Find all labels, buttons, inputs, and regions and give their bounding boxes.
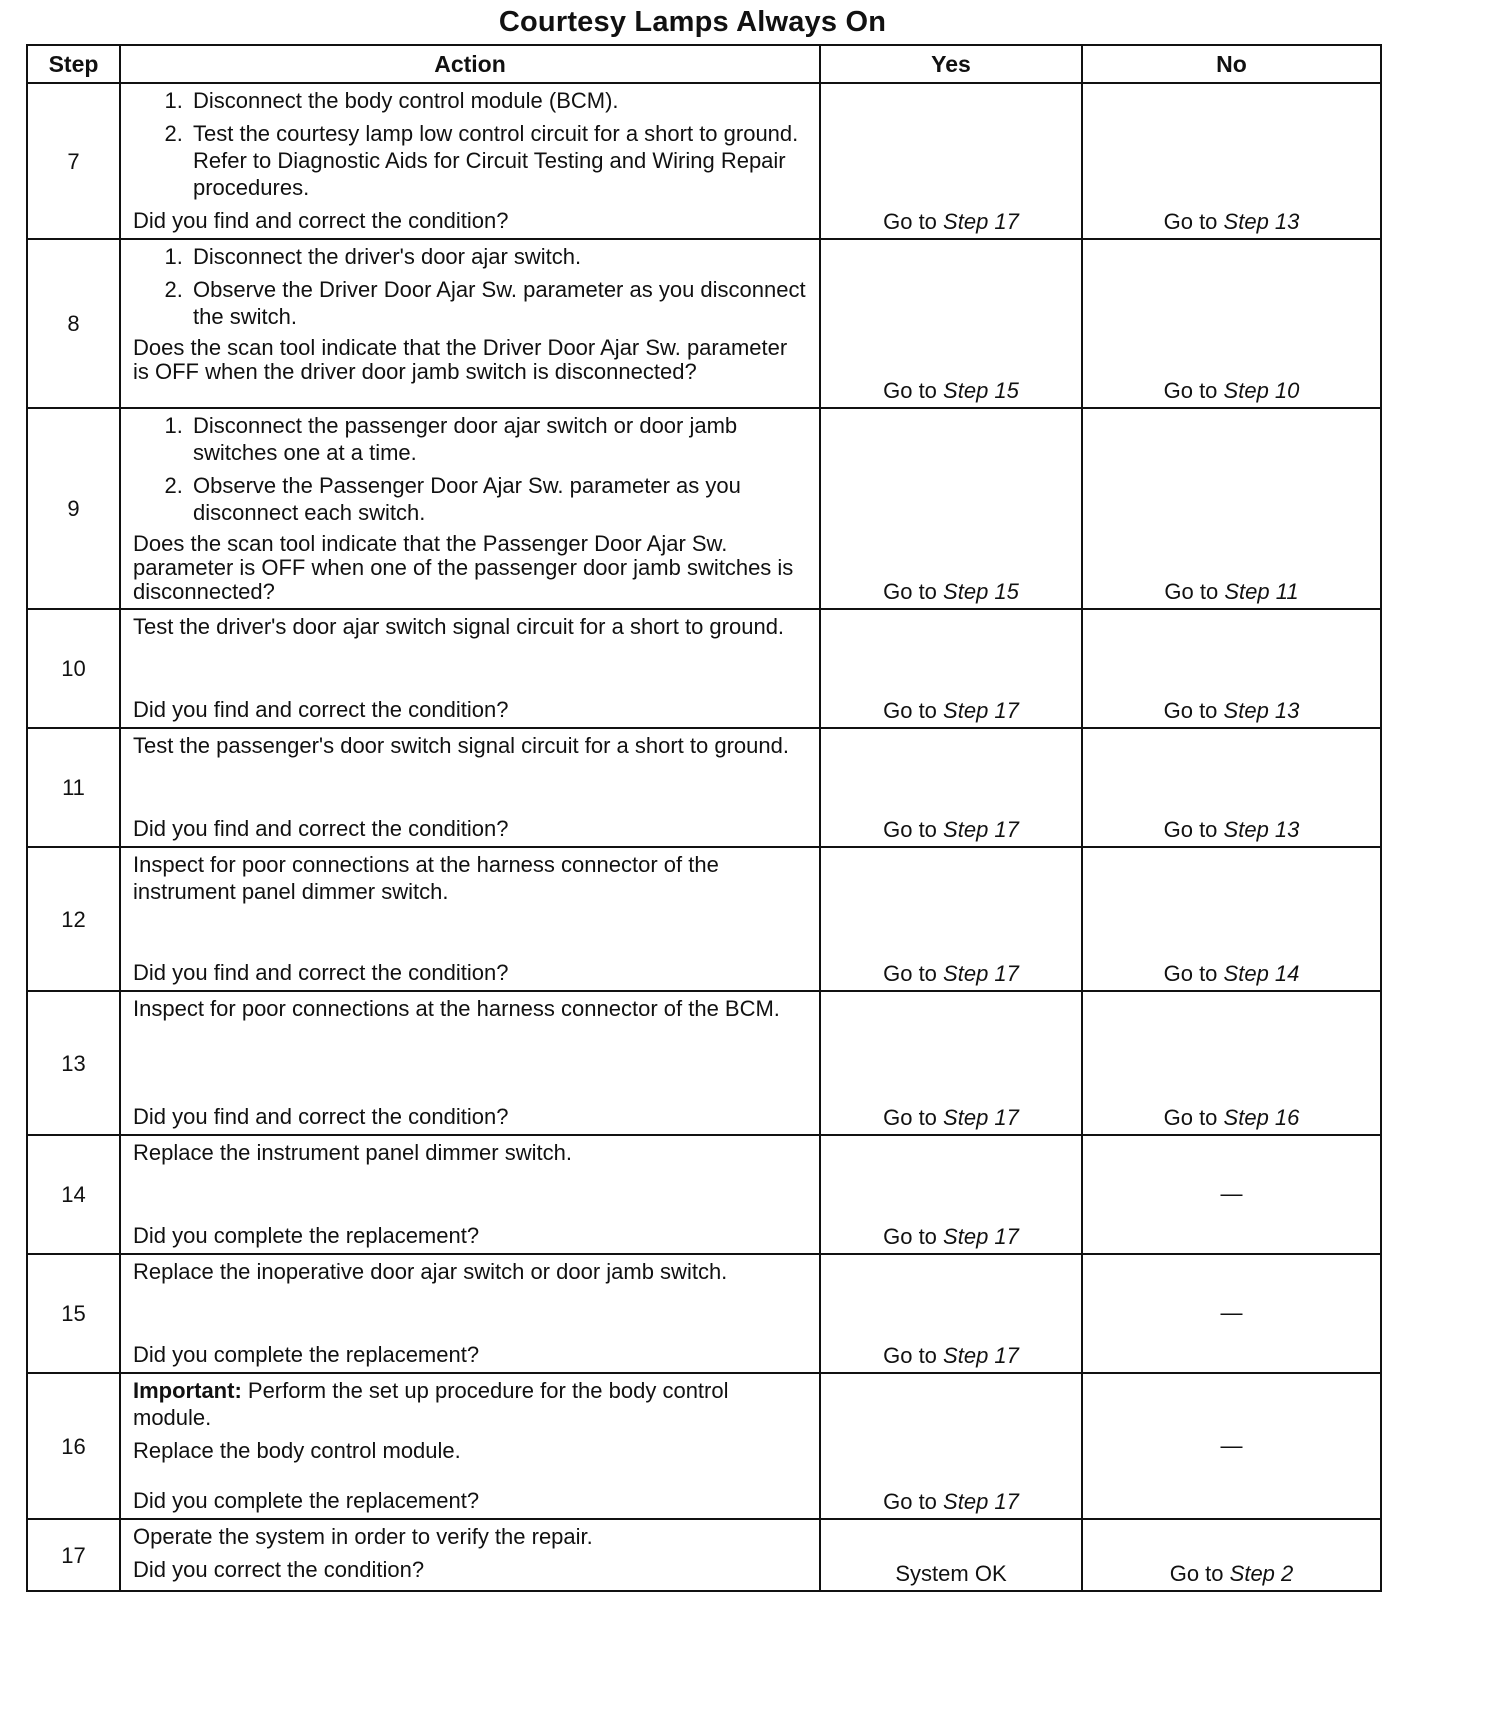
question: Did you correct the condition? <box>133 1557 425 1582</box>
yes-cell <box>820 239 1082 408</box>
action-text: Inspect for poor connections at the harness connector of the instrument panel dimmer switch. <box>133 852 719 904</box>
no-cell: — <box>1082 1373 1381 1519</box>
no-prefix: Go to <box>1169 1561 1224 1586</box>
question: Did you find and correct the condition? <box>133 697 509 722</box>
no-prefix: Go to <box>1163 209 1218 234</box>
question: Did you find and correct the condition? <box>133 960 509 985</box>
no-target: Step 16 <box>1223 1105 1300 1130</box>
yes-target: Step 17 <box>943 209 1019 234</box>
header-yes: Yes <box>820 45 1082 83</box>
action-cell <box>120 408 820 609</box>
action-cell <box>120 991 820 1135</box>
action-text: Replace the body control module. <box>133 1438 461 1463</box>
yes-cell <box>820 609 1082 728</box>
question: Did you find and correct the condition? <box>133 208 509 233</box>
yes-cell <box>820 847 1082 991</box>
table-row <box>27 1254 1381 1373</box>
yes-prefix: Go to <box>883 1489 937 1514</box>
action-cell <box>120 1135 820 1254</box>
yes-target: Step 15 <box>943 579 1019 604</box>
list-item: 2. Test the courtesy lamp low control circuit for a short to ground. Refer to Diagnostic Aids for Circuit Testing and Wiring Repair procedures. <box>189 120 809 201</box>
step-number: 15 <box>27 1254 120 1373</box>
no-cell <box>1082 1519 1381 1591</box>
action-text: Operate the system in order to verify the repair. <box>133 1524 593 1549</box>
action-list <box>133 243 809 330</box>
action-text: Replace the instrument panel dimmer switch. <box>133 1140 572 1165</box>
no-cell <box>1082 847 1381 991</box>
yes-prefix: Go to <box>883 817 937 842</box>
yes-prefix: Go to <box>883 698 937 723</box>
important-label: Important: <box>133 1378 242 1403</box>
yes-prefix: Go to <box>883 1343 937 1368</box>
step-number: 8 <box>27 239 120 408</box>
action-text: Inspect for poor connections at the harness connector of the BCM. <box>133 996 780 1021</box>
yes-target: Step 17 <box>943 817 1019 842</box>
important-note <box>133 1377 809 1431</box>
list-item: 2. Observe the Passenger Door Ajar Sw. parameter as you disconnect each switch. <box>189 472 809 526</box>
table-row <box>27 1519 1381 1591</box>
table-row <box>27 609 1381 728</box>
header-no: No <box>1082 45 1381 83</box>
table-row <box>27 83 1381 239</box>
yes-target: Step 15 <box>943 378 1019 403</box>
question: Did you complete the replacement? <box>133 1223 480 1248</box>
table-row <box>27 1373 1381 1519</box>
action-cell <box>120 83 820 239</box>
no-cell <box>1082 239 1381 408</box>
no-target: Step 2 <box>1229 1561 1294 1586</box>
header-row <box>27 45 1381 83</box>
action-text: Replace the inoperative door ajar switch or door jamb switch. <box>133 1259 728 1284</box>
list-item: 2. Observe the Driver Door Ajar Sw. parameter as you disconnect the switch. <box>189 276 809 330</box>
step-number: 11 <box>27 728 120 847</box>
no-prefix: Go to <box>1163 1105 1218 1130</box>
yes-target: Step 17 <box>943 1343 1019 1368</box>
action-cell <box>120 1254 820 1373</box>
no-target: Step 10 <box>1223 378 1300 403</box>
step-number: 13 <box>27 991 120 1135</box>
question: Does the scan tool indicate that the Driver Door Ajar Sw. parameter is OFF when the driver door jamb switch is disconnected? <box>133 335 788 384</box>
yes-prefix: Go to <box>883 579 937 604</box>
step-number: 9 <box>27 408 120 609</box>
yes-cell <box>820 83 1082 239</box>
yes-target: Step 17 <box>943 698 1019 723</box>
no-target: Step 13 <box>1223 698 1300 723</box>
yes-cell <box>820 991 1082 1135</box>
list-item: 1. Disconnect the body control module (BCM). <box>189 87 809 114</box>
no-prefix: Go to <box>1163 817 1218 842</box>
yes-prefix: Go to <box>883 961 937 986</box>
action-cell <box>120 728 820 847</box>
action-list <box>133 87 809 201</box>
no-cell: — <box>1082 1135 1381 1254</box>
action-text: Test the passenger's door switch signal circuit for a short to ground. <box>133 733 789 758</box>
list-item: 1. Disconnect the passenger door ajar switch or door jamb switches one at a time. <box>189 412 809 466</box>
question: Does the scan tool indicate that the Passenger Door Ajar Sw. parameter is OFF when one of the passenger door jamb switches is disconnected? <box>133 531 794 604</box>
action-cell <box>120 609 820 728</box>
action-cell <box>120 1519 820 1591</box>
yes-target: Step 17 <box>943 1489 1019 1514</box>
step-number: 7 <box>27 83 120 239</box>
diagnostic-table <box>26 44 1382 1592</box>
yes-cell <box>820 728 1082 847</box>
no-target: Step 14 <box>1223 961 1300 986</box>
no-prefix: Go to <box>1163 698 1218 723</box>
action-cell <box>120 239 820 408</box>
step-number: 14 <box>27 1135 120 1254</box>
yes-prefix: Go to <box>883 1105 937 1130</box>
yes-cell <box>820 1373 1082 1519</box>
question: Did you complete the replacement? <box>133 1342 480 1367</box>
page-title: Courtesy Lamps Always On <box>498 6 887 38</box>
header-action: Action <box>120 45 820 83</box>
yes-prefix: Go to <box>883 378 937 403</box>
no-cell: — <box>1082 1254 1381 1373</box>
header-step: Step <box>27 45 120 83</box>
no-cell <box>1082 728 1381 847</box>
no-cell <box>1082 991 1381 1135</box>
table-row <box>27 1135 1381 1254</box>
action-cell <box>120 847 820 991</box>
yes-cell <box>820 408 1082 609</box>
no-target: Step 13 <box>1223 817 1300 842</box>
table-row <box>27 991 1381 1135</box>
no-cell <box>1082 83 1381 239</box>
yes-target: Step 17 <box>943 961 1019 986</box>
action-list <box>133 412 809 526</box>
question: Did you find and correct the condition? <box>133 816 509 841</box>
no-prefix: Go to <box>1163 378 1218 403</box>
list-item: 1. Disconnect the driver's door ajar switch. <box>189 243 809 270</box>
yes-cell <box>820 1135 1082 1254</box>
no-cell <box>1082 609 1381 728</box>
yes-prefix: Go to <box>883 1224 937 1249</box>
question: Did you find and correct the condition? <box>133 1104 509 1129</box>
no-target: Step 11 <box>1224 579 1299 604</box>
step-number: 12 <box>27 847 120 991</box>
yes-cell <box>820 1254 1082 1373</box>
yes-target: Step 17 <box>943 1224 1019 1249</box>
no-cell <box>1082 408 1381 609</box>
important-text: Perform the set up procedure for the body control module. <box>133 1378 729 1430</box>
question: Did you complete the replacement? <box>133 1488 480 1513</box>
table-row <box>27 847 1381 991</box>
no-prefix: Go to <box>1163 961 1218 986</box>
step-number: 17 <box>27 1519 120 1591</box>
yes-prefix: Go to <box>883 209 937 234</box>
step-number: 10 <box>27 609 120 728</box>
table-row <box>27 408 1381 609</box>
action-text: Test the driver's door ajar switch signal circuit for a short to ground. <box>133 614 785 639</box>
step-number: 16 <box>27 1373 120 1519</box>
table-row <box>27 239 1381 408</box>
table-row <box>27 728 1381 847</box>
yes-target: Step 17 <box>943 1105 1019 1130</box>
action-cell <box>120 1373 820 1519</box>
no-prefix: Go to <box>1164 579 1219 604</box>
yes-cell: System OK <box>820 1519 1082 1591</box>
no-target: Step 13 <box>1223 209 1300 234</box>
